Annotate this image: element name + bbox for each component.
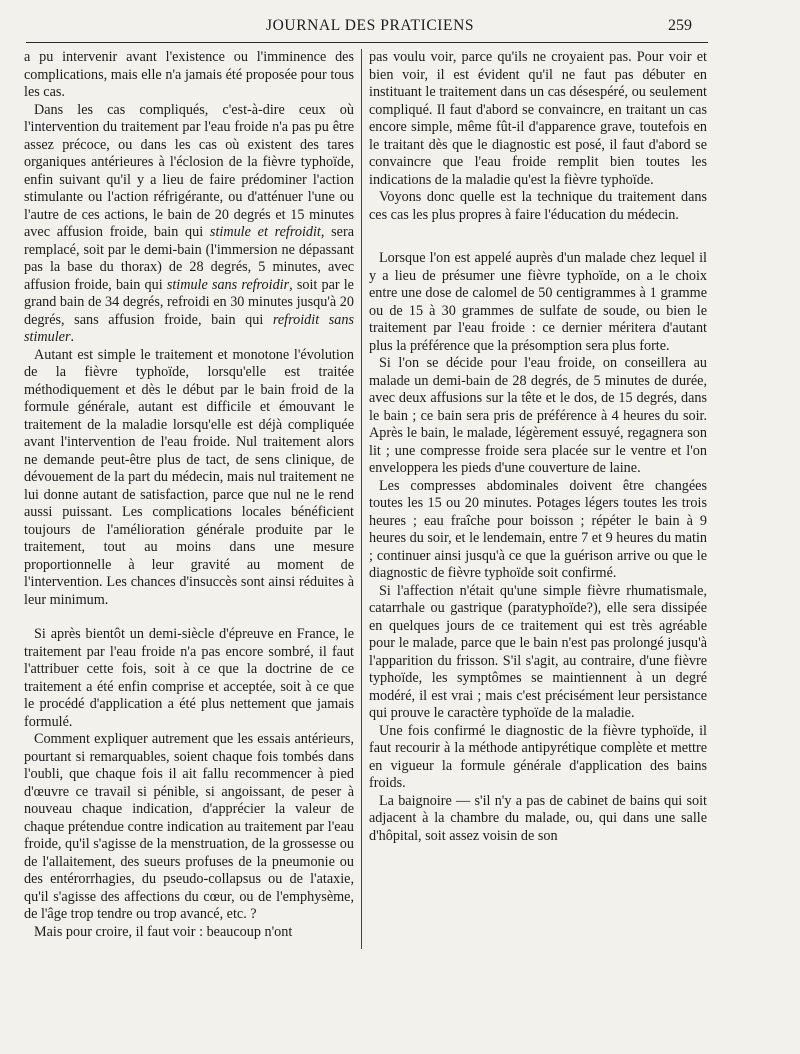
running-header — [0, 15, 800, 39]
italic-phrase: refroidit sans stimuler — [24, 311, 354, 345]
paragraph-complicated-cases — [24, 102, 354, 347]
paragraph-called-to-patient: Lorsque l'on est appelé auprès d'un malade chez lequel il y a lieu de présumer une fièvre typhoïde, on a le choix entre une dose de calomel de 50 centigrammes à 1 gramme ou de 15 à 30 grammes de sulfate de soude, ou bien le traitement par l'eau froide : ce dernier méritera d'autant plus la préférence que la présomption sera plus forte. — [369, 250, 707, 354]
text-run: Dans les cas compliqués, c'est-à-dire ceux où l'intervention du traitement par l'eau froide n'a pas pu être assez précoce, ou dans les cas où existent des tares organiques antérieures à l'éclosion de la fièvre typhoïde, enfin suivant qu'il y a lieu de faire prédominer l'action stimulante ou l'action réfrigérante, ou d'atténuer l'une ou l'autre de ces actions, le bain de 20 degrés et 15 minutes avec affusion froide, bain qui — [24, 101, 354, 240]
paragraph-continuation: a pu intervenir avant l'existence ou l'imminence des complications, mais elle n'a jamais été proposée pour tous les cas. — [24, 49, 354, 100]
paragraph-half-century: Si après bientôt un demi-siècle d'épreuve en France, le traitement par l'eau froide n'a pas encore sombré, il faut l'attribuer cette fois, soit à ce que la doctrine de ce traitement a été enfin comprise et acceptée, soit à ce que le procédé d'application a été plus nettement que jamais formulé. — [24, 626, 354, 730]
text-run: , soit par le grand bain de 34 degrés, refroidi en 30 minutes jusqu'à 20 degrés, sans affusion froide, bain qui — [24, 276, 354, 328]
left-column — [24, 49, 354, 941]
right-column — [369, 49, 707, 845]
paragraph-bathtub: La baignoire — s'il n'y a pas de cabinet de bains qui soit adjacent à la chambre du malade, ou, qui dans une salle d'hôpital, soit assez voisin de son — [369, 792, 707, 844]
paragraph-simple-fever: Si l'affection n'était qu'une simple fièvre rhumatismale, catarrhale ou gastrique (paratyphoïde?), elle sera dissipée en quelques jours de ce traitement qui est très agréable pour le malade, parce que le bain n'est pas prolongé jusqu'à l'apparition du frisson. S'il s'agit, au contraire, d'une fièvre typhoïde, les symptômes se maintiennent à un degré modéré, il est vrai ; mais c'est précisément leur persistance qui prouve le caractère typhoïde de la maladie. — [369, 582, 707, 721]
text-run: , sera remplacé, soit par le demi-bain (l'immersion ne dépassant pas la base du thorax) de 28 degrés, 5 minutes, avec affusion froide, bain qui — [24, 224, 355, 293]
italic-phrase: stimule sans refroidir — [166, 276, 290, 293]
header-rule — [26, 42, 708, 43]
paragraph-continuation: pas voulu voir, parce qu'ils ne croyaient pas. Pour voir et bien voir, il est évident qu'il ne faut pas débuter en instituant le traitement dans un cas désespéré, ou seulement compliqué. Il faut d'abord se convaincre, en traitant un cas encore simple, même fût-il d'apparence grave, toutefois en le traitant dès que le diagnostic est posé, il faut d'abord se convaincre que l'eau froide remplit bien toutes les indications de la maladie qu'est la fièvre typhoïde. — [369, 49, 707, 188]
paragraph-technique: Voyons donc quelle est la technique du traitement dans ces cas les plus propres à faire l'éducation du médecin. — [369, 189, 707, 223]
paragraph-simple-treatment: Autant est simple le traitement et monotone l'évolution de la fièvre typhoïde, lorsqu'elle est traitée méthodiquement et dès le début par le bain froid de la formule générale, autant est difficile et émouvant le traitement de la maladie lorsqu'elle est déjà compliquée avant l'intervention de l'eau froide. Nul traitement alors ne demande peut-être plus de tact, de sens clinique, de dévouement de la part du médecin, mais nul traitement ne lui donne autant de satisfaction, parce que nul ne le rend aussi puissant. Les complications locales bénéficient toujours de l'amélioration générale produite par le traitement, tout au moins dans une mesure proportionnelle à leur gravité au moment de l'intervention. Les chances d'insuccès sont ainsi réduites à leur minimum. — [24, 346, 354, 608]
page-number: 259 — [668, 17, 692, 34]
paragraph-to-believe: Mais pour croire, il faut voir : beaucoup n'ont — [34, 923, 293, 940]
text-run: . — [70, 329, 75, 345]
paragraph-compresses: Les compresses abdominales doivent être changées toutes les 15 ou 20 minutes. Potages légers toutes les trois heures ; eau fraîche pour boisson ; répéter le bain à 9 heures du soir, et le lendemain, entre 7 et 9 heures du matin ; continuer ainsi jusqu'à ce que la guérison arrive ou que le diagnostic de fièvre typhoïde soit confirmé. — [369, 477, 707, 581]
paragraph-confirmed-diagnosis: Une fois confirmé le diagnostic de la fièvre typhoïde, il faut recourir à la méthode antipyrétique complète et mettre en vigueur la formule générale d'application des bains froids. — [369, 722, 707, 791]
italic-phrase: stimule et refroidit — [209, 224, 321, 240]
column-divider — [361, 49, 362, 949]
journal-title: JOURNAL DES PRATICIENS — [266, 17, 475, 34]
paragraph-half-bath: Si l'on se décide pour l'eau froide, on conseillera au malade un demi-bain de 28 degrés, de 5 minutes de durée, avec deux affusions sur la tête et le dos, de 15 degrés, dans le bain ; ce bain sera pris de préférence à 4 heures du soir. Après le bain, le malade, légèrement essuyé, regagnera son lit ; une compresse froide sera placée sur le ventre et l'on enveloppera les pieds d'une couverture de laine. — [369, 355, 707, 476]
paragraph-how-to-explain: Comment expliquer autrement que les essais antérieurs, pourtant si remarquables, soient chaque fois tombés dans l'oubli, que chaque fois il ait fallu recommencer à pied d'œuvre ce travail si pénible, si angoissant, de peser à nouveau chaque indication, d'apprécier la valeur de chaque prétendue contre indication au traitement par l'eau froide, qu'il s'agisse de la menstruation, de la grossesse ou de l'allaitement, des sueurs profuses de la pneumonie ou des entérorrhagies, du pseudo-collapsus ou de l'ataxie, qu'il s'agisse des affections du cœur, ou de l'emphysème, de l'âge trop tendre ou trop avancé, etc. ? — [24, 731, 354, 922]
